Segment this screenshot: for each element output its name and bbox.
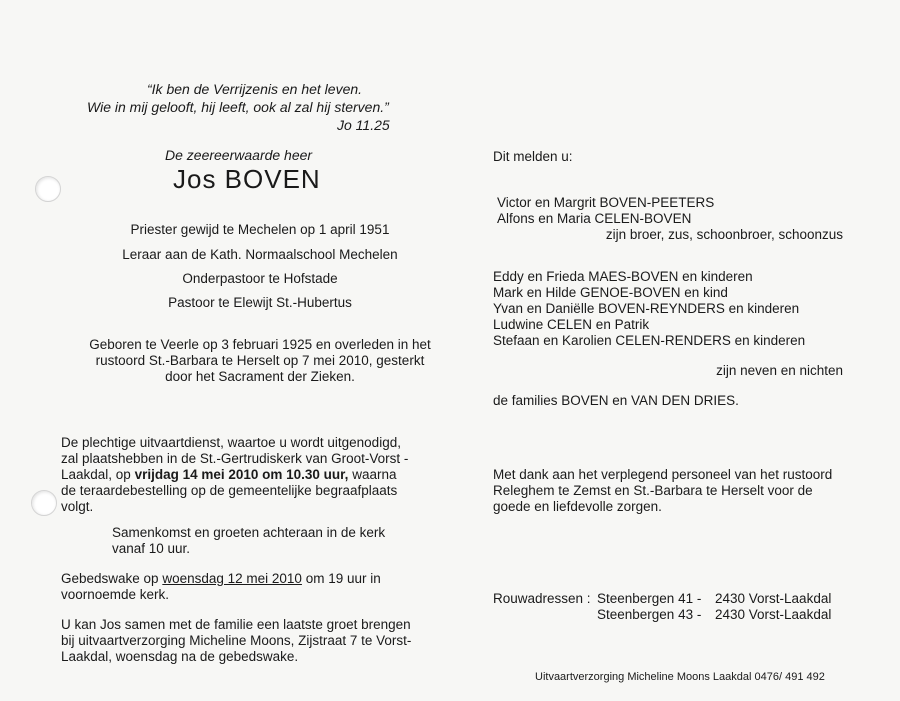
address-street: Steenbergen 43 - xyxy=(597,607,702,622)
career-item: Pastoor te Elewijt St.-Hubertus xyxy=(168,295,352,310)
families-line: de families BOVEN en VAN DEN DRIES. xyxy=(493,393,739,408)
farewell-line: Laakdal, woensdag na de gebedswake. xyxy=(61,649,299,664)
birth-death-line: rustoord St.-Barbara te Herselt op 7 mei 2010, gesterkt xyxy=(95,353,425,368)
wake-date: woensdag 12 mei 2010 xyxy=(162,571,302,586)
funeral-text: waarna xyxy=(348,467,397,482)
announcement-heading: Dit melden u: xyxy=(493,149,573,164)
nephew-name: Yvan en Daniëlle BOVEN-REYNDERS en kinderen xyxy=(493,301,800,316)
gathering-line: Samenkomst en groeten achteraan in de kerk xyxy=(112,525,386,540)
deceased-name: Jos BOVEN xyxy=(173,164,321,194)
quote-reference: Jo 11.25 xyxy=(337,117,390,133)
funeral-date-time: vrijdag 14 mei 2010 om 10.30 uur, xyxy=(134,467,349,482)
nephew-name: Stefaan en Karolien CELEN-RENDERS en kinderen xyxy=(493,333,806,348)
wake-line: voornoemde kerk. xyxy=(61,587,170,602)
funeral-line: De plechtige uitvaartdienst, waartoe u wordt uitgenodigd, xyxy=(61,435,401,450)
footer-undertaker: Uitvaartverzorging Micheline Moons Laakdal 0476/ 491 492 xyxy=(535,671,825,683)
thanks-line: Met dank aan het verplegend personeel van het rustoord xyxy=(493,467,833,482)
address-street: Steenbergen 41 - xyxy=(597,591,702,606)
career-item: Leraar aan de Kath. Normaalschool Mechelen xyxy=(122,247,398,262)
thanks-line: goede en liefdevolle zorgen. xyxy=(493,499,662,514)
funeral-text: Laakdal, op xyxy=(61,467,135,482)
career-item: Onderpastoor te Hofstade xyxy=(182,271,338,286)
funeral-line: volgt. xyxy=(61,499,94,514)
funeral-line: de teraardebestelling op de gemeentelijke begraafplaats xyxy=(61,483,398,498)
nephews-relation: zijn neven en nichten xyxy=(716,363,843,378)
funeral-line xyxy=(61,466,396,483)
nephew-name: Eddy en Frieda MAES-BOVEN en kinderen xyxy=(493,269,753,284)
wake-text: Gebedswake op xyxy=(61,571,163,586)
punch-hole-bottom xyxy=(31,490,57,516)
sibling-name: Victor en Margrit BOVEN-PEETERS xyxy=(497,195,715,210)
quote-line-2: Wie in mij gelooft, hij leeft, ook al zal hij sterven.” xyxy=(87,99,389,115)
address-city: 2430 Vorst-Laakdal xyxy=(715,607,832,622)
funeral-line: zal plaatshebben in de St.-Gertrudiskerk van Groot-Vorst - xyxy=(61,451,409,466)
nephew-name: Mark en Hilde GENOE-BOVEN en kind xyxy=(493,285,728,300)
farewell-line: bij uitvaartverzorging Micheline Moons, Zijstraat 7 te Vorst- xyxy=(61,633,412,648)
career-item: Priester gewijd te Mechelen op 1 april 1951 xyxy=(130,222,390,237)
birth-death-line: door het Sacrament der Zieken. xyxy=(165,369,355,384)
nephew-name: Ludwine CELEN en Patrik xyxy=(493,317,650,332)
punch-hole-top xyxy=(35,176,61,202)
wake-line xyxy=(61,570,381,587)
addresses-label: Rouwadressen : xyxy=(493,591,591,606)
siblings-relation: zijn broer, zus, schoonbroer, schoonzus xyxy=(605,227,843,242)
wake-text: om 19 uur in xyxy=(301,571,381,586)
honorific: De zeereerwaarde heer xyxy=(165,147,313,163)
quote-line-1: “Ik ben de Verrijzenis en het leven. xyxy=(147,81,363,97)
address-city: 2430 Vorst-Laakdal xyxy=(715,591,832,606)
gathering-line: vanaf 10 uur. xyxy=(112,541,191,556)
thanks-line: Releghem te Zemst en St.-Barbara te Herselt voor de xyxy=(493,483,813,498)
farewell-line: U kan Jos samen met de familie een laatste groet brengen xyxy=(61,617,411,632)
birth-death-line: Geboren te Veerle op 3 februari 1925 en overleden in het xyxy=(89,337,431,352)
sibling-name: Alfons en Maria CELEN-BOVEN xyxy=(497,211,692,226)
